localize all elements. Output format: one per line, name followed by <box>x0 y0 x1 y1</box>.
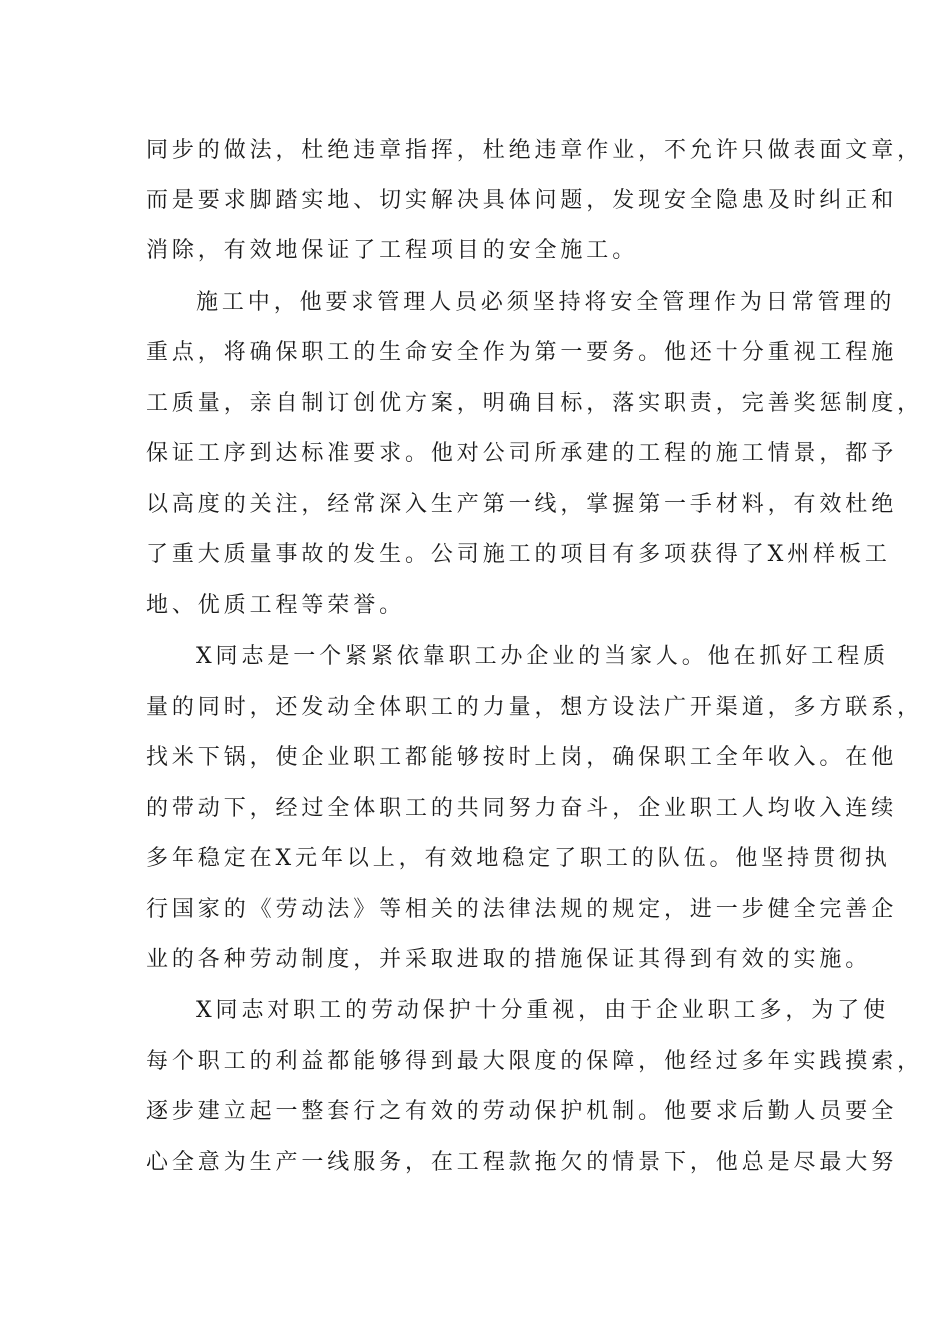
paragraph-first-line: 施工中，他要求管理人员必须坚持将安全管理作为日常管理的 <box>196 290 896 315</box>
text-line: 每个职工的利益都能够得到最大限度的保障，他经过多年实践摸索， <box>146 1049 924 1074</box>
text-line: 多年稳定在X元年以上，有效地稳定了职工的队伍。他坚持贯彻执 <box>146 846 891 871</box>
text-line: 的带动下，经过全体职工的共同努力奋斗，企业职工人均收入连续 <box>146 796 898 821</box>
text-line: 消除，有效地保证了工程项目的安全施工。 <box>146 238 639 263</box>
text-line: 行国家的《劳动法》等相关的法律法规的规定，进一步健全完善企 <box>146 897 898 922</box>
text-line: 找米下锅，使企业职工都能够按时上岗，确保职工全年收入。在他 <box>146 745 898 770</box>
text-line: 业的各种劳动制度，并采取进取的措施保证其得到有效的实施。 <box>146 947 872 972</box>
text-line: 逐步建立起一整套行之有效的劳动保护机制。他要求后勤人员要全 <box>146 1099 898 1124</box>
text-line: 工质量，亲自制订创优方案，明确目标，落实职责，完善奖惩制度， <box>146 391 924 416</box>
text-line: 地、优质工程等荣誉。 <box>146 593 406 618</box>
text-line: 以高度的关注，经常深入生产第一线，掌握第一手材料，有效杜绝 <box>146 492 898 517</box>
text-line: 了重大质量事故的发生。公司施工的项目有多项获得了X州样板工 <box>146 542 891 567</box>
text-line: 重点，将确保职工的生命安全作为第一要务。他还十分重视工程施 <box>146 340 898 365</box>
paragraph-first-line: X同志是一个紧紧依靠职工办企业的当家人。他在抓好工程质 <box>196 644 889 669</box>
text-line: 保证工序到达标准要求。他对公司所承建的工程的施工情景，都予 <box>146 441 898 466</box>
text-line: 同步的做法，杜绝违章指挥，杜绝违章作业，不允许只做表面文章， <box>146 138 924 163</box>
paragraph-first-line: X同志对职工的劳动保护十分重视，由于企业职工多，为了使 <box>196 998 889 1023</box>
text-line: 量的同时，还发动全体职工的力量，想方设法广开渠道，多方联系， <box>146 695 924 720</box>
text-line: 心全意为生产一线服务，在工程款拖欠的情景下，他总是尽最大努 <box>146 1150 898 1175</box>
text-line: 而是要求脚踏实地、切实解决具体问题，发现安全隐患及时纠正和 <box>146 188 898 213</box>
